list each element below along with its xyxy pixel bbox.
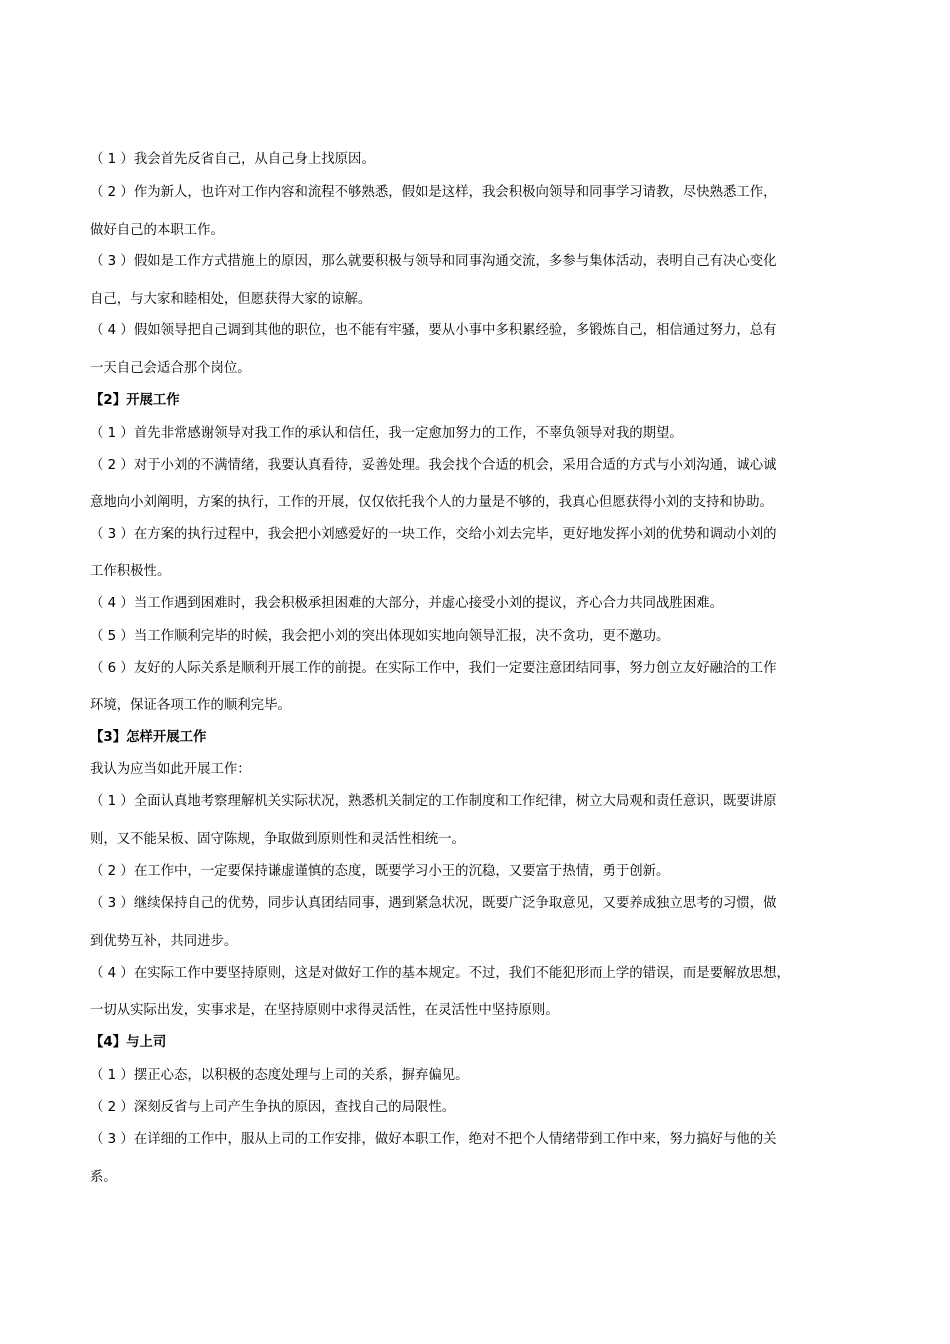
text-line: （ 4 ）在实际工作中要坚持原则，这是对做好工作的基本规定。不过，我们不能犯形而上学的错误，而是要解放思想， (90, 966, 790, 981)
text-line: （ 1 ）摆正心态，以积极的态度处理与上司的关系，摒弃偏见。 (90, 1068, 469, 1083)
text-line: 环境，保证各项工作的顺利完毕。 (90, 698, 291, 713)
text-line: 一切从实际出发，实事求是，在坚持原则中求得灵活性，在灵活性中坚持原则。 (90, 1003, 559, 1018)
text-line: 则，又不能呆板、固守陈规，争取做到原则性和灵活性相统一。 (90, 832, 465, 847)
text-line: （ 2 ）对于小刘的不满情绪，我要认真看待，妥善处理。我会找个合适的机会，采用合适的方式与小刘沟通，诚心诚 (90, 458, 777, 473)
text-line: （ 3 ）继续保持自己的优势，同步认真团结同事，遇到紧急状况，既要广泛争取意见，又要养成独立思考的习惯，做 (90, 896, 777, 911)
text-line: （ 4 ）当工作遇到困难时，我会积极承担困难的大部分，并虚心接受小刘的提议，齐心合力共同战胜困难。 (90, 596, 723, 611)
text-line: （ 4 ）假如领导把自己调到其他的职位，也不能有牢骚，要从小事中多积累经验，多锻炼自己，相信通过努力，总有 (90, 323, 777, 338)
section-heading: 【2】开展工作 (90, 393, 180, 408)
text-line: （ 6 ）友好的人际关系是顺利开展工作的前提。在实际工作中，我们一定要注意团结同事，努力创立友好融洽的工作 (90, 661, 777, 676)
text-line: 意地向小刘阐明，方案的执行，工作的开展，仅仅依托我个人的力量是不够的，我真心但愿获得小刘的支持和协助。 (90, 495, 773, 510)
text-line: （ 1 ）我会首先反省自己，从自己身上找原因。 (90, 152, 375, 167)
text-line: （ 3 ）假如是工作方式措施上的原因，那么就要积极与领导和同事沟通交流，多参与集体活动，表明自己有决心变化 (90, 254, 777, 269)
text-line: （ 1 ）首先非常感谢领导对我工作的承认和信任，我一定愈加努力的工作，不辜负领导对我的期望。 (90, 426, 683, 441)
section-heading: 【4】与上司 (90, 1035, 167, 1050)
text-line: （ 3 ）在详细的工作中，服从上司的工作安排，做好本职工作，绝对不把个人情绪带到工作中来，努力搞好与他的关 (90, 1132, 777, 1147)
text-line: 我认为应当如此开展工作： (90, 762, 251, 777)
text-line: （ 3 ）在方案的执行过程中，我会把小刘感爱好的一块工作，交给小刘去完毕，更好地发挥小刘的优势和调动小刘的 (90, 527, 777, 542)
text-line: （ 1 ）全面认真地考察理解机关实际状况，熟悉机关制定的工作制度和工作纪律，树立大局观和责任意识，既要讲原 (90, 794, 777, 809)
text-line: （ 2 ）作为新人，也许对工作内容和流程不够熟悉，假如是这样，我会积极向领导和同事学习请教，尽快熟悉工作， (90, 185, 777, 200)
text-line: 做好自己的本职工作。 (90, 223, 224, 238)
text-line: （ 2 ）深刻反省与上司产生争执的原因，查找自己的局限性。 (90, 1100, 456, 1115)
text-line: 自己，与大家和睦相处，但愿获得大家的谅解。 (90, 292, 372, 307)
section-heading: 【3】怎样开展工作 (90, 730, 207, 745)
text-line: （ 5 ）当工作顺利完毕的时候，我会把小刘的突出体现如实地向领导汇报，决不贪功，更不邀功。 (90, 629, 670, 644)
text-line: 一天自己会适合那个岗位。 (90, 361, 251, 376)
text-line: （ 2 ）在工作中，一定要保持谦虚谨慎的态度，既要学习小王的沉稳，又要富于热情，勇于创新。 (90, 864, 670, 879)
text-line: 系。 (90, 1170, 117, 1185)
text-line: 到优势互补，共同进步。 (90, 934, 238, 949)
text-line: 工作积极性。 (90, 564, 171, 579)
